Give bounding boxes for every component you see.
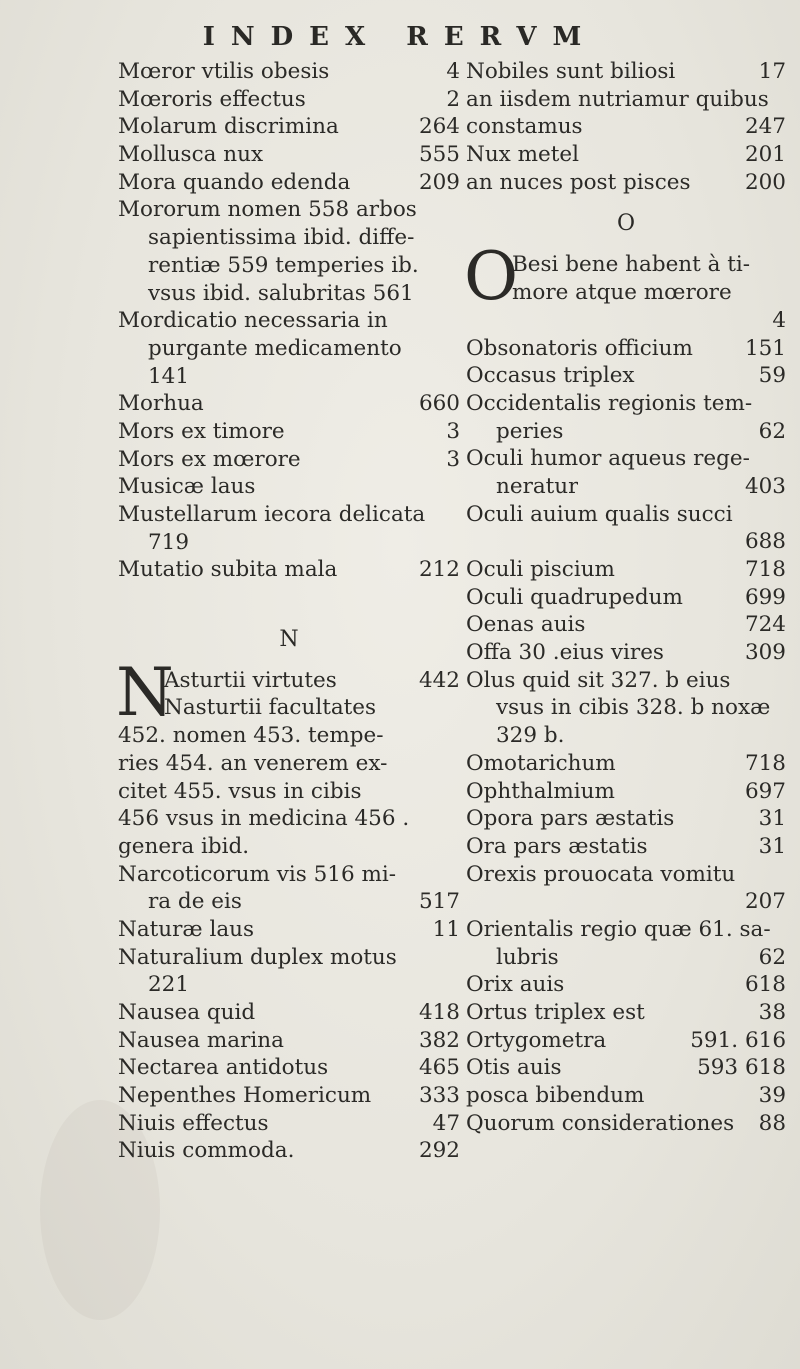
index-entry: [466, 335, 786, 363]
dropcap-letter: N: [116, 653, 174, 731]
entry-page-number: 593 618: [697, 1055, 786, 1081]
entry-text: 141: [148, 363, 190, 389]
entry-page-number: 333: [418, 1083, 460, 1109]
index-entry: [118, 971, 460, 999]
entry-text: Oculi quadrupedum: [466, 584, 683, 610]
index-entry: [118, 805, 460, 833]
entry-page-number: 4: [446, 59, 460, 84]
entry-text: Naturæ laus: [118, 916, 255, 942]
entry-text: Oculi auium qualis succi: [466, 501, 733, 527]
entry-page-number: 442: [418, 667, 460, 693]
index-entry: [118, 1054, 460, 1082]
index-entry: [466, 445, 786, 473]
section-letter: N: [279, 626, 299, 652]
entry-page-number: 88: [758, 1110, 786, 1136]
entry-text: vsus ibid. salubritas 561: [148, 280, 414, 306]
index-entry: [466, 418, 786, 446]
entry-page-number: 309: [744, 640, 786, 666]
entry-page-number: 2: [446, 86, 460, 112]
section-letter: O: [616, 211, 636, 237]
entry-page-number: [780, 251, 786, 279]
index-entry: [118, 390, 460, 418]
index-entry: [466, 584, 786, 612]
entry-text: lubris: [496, 944, 559, 970]
entry-text: Mœroris effectus: [118, 86, 306, 112]
entry-page-number: 201: [744, 142, 786, 168]
entry-text: Mustellarum iecora delicata: [118, 502, 426, 527]
entry-page-number: [454, 196, 460, 224]
entry-text: Opora pars æstatis: [466, 806, 675, 832]
entry-page-number: 591. 616: [690, 1027, 786, 1053]
entry-page-number: [454, 363, 460, 391]
entry-page-number: 151: [744, 335, 786, 361]
index-entry: [466, 169, 786, 197]
entry-text: Occidentalis regionis tem-: [466, 390, 753, 416]
index-entry: [118, 141, 460, 169]
index-entry: [466, 778, 786, 806]
entry-text: Oculi humor aqueus rege-: [466, 446, 750, 472]
entry-text: sapientissima ibid. diffe-: [148, 225, 415, 251]
index-entry: [466, 1054, 786, 1082]
entry-text: Mutatio subita mala: [118, 557, 338, 583]
index-entry: [118, 1027, 460, 1055]
index-entry: [466, 141, 786, 169]
entry-page-number: [454, 833, 460, 861]
entry-text: posca bibendum: [466, 1083, 645, 1109]
entry-page-number: [454, 805, 460, 833]
entry-text: Musicæ laus: [118, 474, 256, 500]
entry-text: Naturalium duplex motus: [118, 944, 397, 970]
entry-page-number: 62: [758, 418, 786, 444]
entry-text: Mollusca nux: [118, 142, 264, 168]
index-entry: [118, 58, 460, 86]
entry-page-number: 418: [418, 1000, 460, 1025]
index-entry: [466, 501, 786, 529]
entry-text: constamus: [466, 114, 583, 140]
entry-text: 329 b.: [496, 723, 565, 749]
index-entry: [118, 833, 460, 861]
dropcap-block: [464, 238, 786, 316]
index-entry: [118, 252, 460, 280]
index-entry: [118, 750, 460, 778]
entry-page-number: 207: [744, 889, 786, 915]
index-entry: [118, 1137, 460, 1165]
entry-text: Olus quid sit 327. b eius: [466, 667, 731, 693]
entry-page-number: [454, 722, 460, 750]
entry-text: purgante medicamento: [148, 335, 402, 361]
entry-page-number: [454, 529, 460, 557]
entry-page-number: [780, 861, 786, 889]
entry-text: Offa 30 .eius vires: [466, 640, 664, 666]
index-entry: [118, 169, 460, 197]
entry-page-number: [780, 667, 786, 695]
entry-page-number: [780, 86, 786, 114]
spacer: [118, 584, 460, 612]
index-entry: [466, 916, 786, 944]
entry-text: 452. nomen 453. tempe-: [118, 723, 384, 749]
entry-page-number: [780, 722, 786, 750]
entry-text: Nausea marina: [118, 1027, 284, 1053]
index-entry: [466, 694, 786, 722]
index-entry: [466, 944, 786, 972]
entry-page-number: 724: [744, 612, 786, 638]
index-entry: [118, 916, 460, 944]
entry-text: vsus in cibis 328. b noxæ: [496, 695, 771, 721]
entry-text: Ora pars æstatis: [466, 833, 648, 859]
entry-page-number: [454, 280, 460, 308]
index-entry: [118, 307, 460, 335]
entry-page-number: 31: [758, 806, 786, 832]
entry-text: Mors ex timore: [118, 418, 285, 444]
entry-text: Niuis effectus: [118, 1110, 269, 1136]
entry-page-number: 697: [744, 778, 786, 804]
entry-page-number: 39: [758, 1083, 786, 1109]
entry-text: Morhua: [118, 391, 204, 417]
entry-page-number: [780, 279, 786, 307]
entry-text: citet 455. vsus in cibis: [118, 778, 362, 804]
entry-text: Nobiles sunt biliosi: [466, 59, 676, 84]
entry-page-number: 31: [758, 833, 786, 859]
entry-page-number: 17: [758, 59, 786, 84]
entry-page-number: 555: [418, 142, 460, 168]
entry-page-number: [454, 778, 460, 806]
index-entry: [118, 473, 460, 501]
entry-page-number: 200: [744, 169, 786, 195]
entry-page-number: 718: [744, 557, 786, 582]
entry-text: peries: [496, 418, 564, 444]
entry-page-number: [454, 694, 460, 722]
index-entry: [466, 1082, 786, 1110]
entry-text: Ortygometra: [466, 1027, 607, 1053]
entry-page-number: 382: [418, 1027, 460, 1053]
index-entry: [118, 363, 460, 391]
entry-page-number: 59: [758, 363, 786, 389]
entry-text: Nepenthes Homericum: [118, 1083, 372, 1109]
entry-text: Ophthalmium: [466, 778, 615, 804]
entry-text: Nasturtii facultates: [164, 695, 377, 721]
entry-page-number: [780, 445, 786, 473]
index-entry: [466, 1027, 786, 1055]
entry-text: Molarum discrimina: [118, 114, 339, 140]
entry-page-number: 699: [744, 584, 786, 610]
entry-page-number: 212: [418, 557, 460, 583]
entry-page-number: 403: [744, 473, 786, 499]
entry-text: Mœror vtilis obesis: [118, 59, 330, 84]
entry-text: Orexis prouocata vomitu: [466, 861, 736, 887]
entry-text: Niuis commoda.: [118, 1138, 295, 1164]
entry-text: more atque mœrore: [512, 280, 732, 306]
entry-text: Oenas auis: [466, 612, 586, 638]
entry-text: ries 454. an venerem ex-: [118, 750, 388, 776]
entry-text: neratur: [496, 473, 579, 499]
entry-text: Orientalis regio quæ 61. sa-: [466, 916, 771, 942]
index-entry: [118, 418, 460, 446]
index-entry: [466, 86, 786, 114]
dropcap-block: [116, 653, 460, 731]
entry-page-number: [780, 501, 786, 529]
index-entry: [118, 224, 460, 252]
entry-page-number: 3: [446, 446, 460, 472]
index-entry: [466, 999, 786, 1027]
index-entry: [118, 529, 460, 557]
entry-page-number: [454, 224, 460, 252]
entry-text: Narcoticorum vis 516 mi-: [118, 861, 397, 887]
index-entry: [466, 390, 786, 418]
index-entry: [118, 335, 460, 363]
index-entry: [466, 888, 786, 916]
entry-text: Nausea quid: [118, 1000, 256, 1025]
entry-page-number: [454, 252, 460, 280]
index-entry: [466, 611, 786, 639]
entry-page-number: 517: [418, 889, 460, 915]
left-column: [118, 58, 460, 1165]
entry-text: Nectarea antidotus: [118, 1055, 329, 1081]
index-entry: [466, 861, 786, 889]
entry-page-number: [454, 473, 460, 501]
index-entry: [118, 501, 460, 529]
entry-text: Mora quando edenda: [118, 169, 351, 195]
entry-page-number: [454, 750, 460, 778]
entry-page-number: 209: [418, 169, 460, 195]
entry-page-number: [454, 944, 460, 972]
entry-text: Ortus triplex est: [466, 1000, 645, 1025]
index-entry: [118, 113, 460, 141]
entry-text: Otis auis: [466, 1055, 562, 1081]
index-entry: [118, 556, 460, 584]
entry-page-number: [780, 390, 786, 418]
index-entry: [118, 86, 460, 114]
entry-page-number: [454, 335, 460, 363]
index-entry: [466, 556, 786, 584]
index-entry: [118, 1082, 460, 1110]
index-entry: [466, 113, 786, 141]
entry-page-number: 292: [418, 1138, 460, 1164]
index-entry: [466, 805, 786, 833]
right-column: [466, 58, 786, 1137]
index-entry: [118, 196, 460, 224]
entry-text: Quorum considerationes: [466, 1110, 735, 1136]
entry-text: an iisdem nutriamur quibus: [466, 86, 769, 112]
entry-text: Occasus triplex: [466, 363, 635, 389]
entry-page-number: 47: [432, 1110, 460, 1136]
entry-page-number: [454, 861, 460, 889]
entry-text: Besi bene habent à ti-: [512, 252, 751, 278]
entry-page-number: 62: [758, 944, 786, 970]
entry-text: Oculi piscium: [466, 557, 615, 582]
entry-text: Obsonatoris officium: [466, 335, 693, 361]
index-entry: [466, 1110, 786, 1138]
entry-text: 719: [148, 529, 190, 555]
index-entry: [466, 667, 786, 695]
index-entry: [118, 944, 460, 972]
index-entry: [466, 362, 786, 390]
entry-page-number: 247: [744, 114, 786, 140]
entry-page-number: [454, 307, 460, 335]
entry-page-number: 3: [446, 418, 460, 444]
entry-page-number: 718: [744, 750, 786, 776]
entry-page-number: 38: [758, 1000, 786, 1025]
index-entry: [118, 280, 460, 308]
entry-page-number: 660: [418, 391, 460, 417]
page-header: INDEX RERVM: [202, 22, 598, 52]
index-entry: [466, 750, 786, 778]
entry-text: 456 vsus in medicina 456 .: [118, 806, 410, 832]
entry-page-number: [454, 501, 460, 529]
entry-text: Mororum nomen 558 arbos: [118, 197, 417, 223]
entry-text: 221: [148, 972, 190, 998]
entry-text: Omotarichum: [466, 750, 616, 776]
entry-text: genera ibid.: [118, 833, 250, 859]
index-entry: [118, 888, 460, 916]
index-entry: [118, 446, 460, 474]
index-entry: [118, 778, 460, 806]
index-entry: [466, 58, 786, 86]
entry-page-number: 264: [418, 114, 460, 140]
entry-page-number: 618: [744, 972, 786, 998]
index-entry: [118, 999, 460, 1027]
entry-page-number: [780, 694, 786, 722]
entry-text: Nux metel: [466, 142, 579, 168]
index-entry: [466, 971, 786, 999]
index-entry: [466, 639, 786, 667]
index-entry: [466, 722, 786, 750]
entry-page-number: [780, 916, 786, 944]
dropcap-letter: O: [464, 238, 519, 316]
index-entry: [466, 528, 786, 556]
index-entry: [118, 1110, 460, 1138]
entry-text: an nuces post pisces: [466, 169, 691, 195]
entry-page-number: 688: [744, 529, 786, 555]
entry-page-number: 11: [432, 916, 460, 942]
entry-text: Mors ex mœrore: [118, 446, 301, 472]
index-entry: [466, 473, 786, 501]
entry-text: Orix auis: [466, 972, 565, 998]
entry-page-number: 4: [772, 307, 786, 333]
entry-text: Asturtii virtutes: [164, 667, 337, 693]
entry-text: Mordicatio necessaria in: [118, 308, 388, 334]
entry-text: ra de eis: [148, 889, 242, 915]
index-entry: [118, 861, 460, 889]
entry-text: rentiæ 559 temperies ib.: [148, 252, 419, 278]
entry-page-number: [454, 971, 460, 999]
entry-page-number: 465: [418, 1055, 460, 1081]
index-entry: [466, 833, 786, 861]
